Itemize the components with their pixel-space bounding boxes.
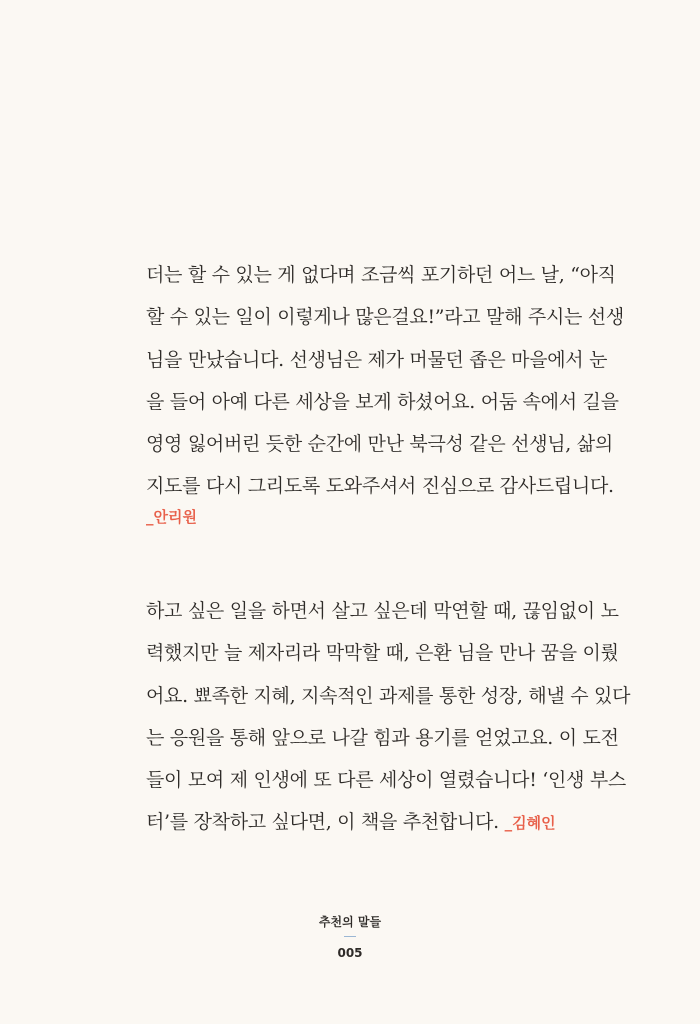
- testimonial-line: 하고 싶은 일을 하면서 살고 싶은데 막연할 때, 끊임없이 노: [146, 600, 619, 622]
- testimonial-line: 할 수 있는 일이 이렇게나 많은걸요!”라고 말해 주시는 선생: [146, 306, 624, 329]
- testimonial-line: 는 응원을 통해 앞으로 나갈 힘과 용기를 얻었고요. 이 도전: [146, 726, 619, 749]
- testimonial-author: _안리원: [146, 507, 197, 526]
- testimonial-line: 더는 할 수 있는 게 없다며 조금씩 포기하던 어느 날, “아직: [146, 264, 616, 286]
- testimonial-line: 어요. 뾰족한 지혜, 지속적인 과제를 통한 성장, 해낼 수 있다: [146, 684, 631, 707]
- page-number: 005: [337, 946, 363, 960]
- testimonial-author: _김혜인: [504, 814, 556, 833]
- testimonial-line: 을 들어 아예 다른 세상을 보게 하셨어요. 어둠 속에서 길을: [146, 390, 619, 413]
- testimonial-line: 력했지만 늘 제자리라 막막할 때, 은환 님을 만나 꿈을 이뤘: [146, 642, 619, 665]
- testimonial-line: 영영 잃어버린 듯한 순간에 만난 북극성 같은 선생님, 삶의: [146, 433, 613, 456]
- testimonial-line-text: 터’를 장착하고 싶다면, 이 책을 추천합니다.: [146, 811, 499, 834]
- testimonial-2: [146, 590, 631, 844]
- footer-divider: [344, 936, 356, 937]
- testimonial-line: 들이 모여 제 인생에 또 다른 세상이 열렸습니다! ‘인생 부스: [146, 769, 626, 792]
- testimonial-last-line: [146, 801, 606, 843]
- running-footer-title: 추천의 말들: [318, 915, 382, 929]
- testimonial-line: 님을 만났습니다. 선생님은 제가 머물던 좁은 마을에서 눈: [146, 348, 608, 371]
- testimonial-line: 지도를 다시 그리도록 도와주셔서 진심으로 감사드립니다.: [146, 475, 614, 498]
- testimonial-1: [146, 254, 624, 528]
